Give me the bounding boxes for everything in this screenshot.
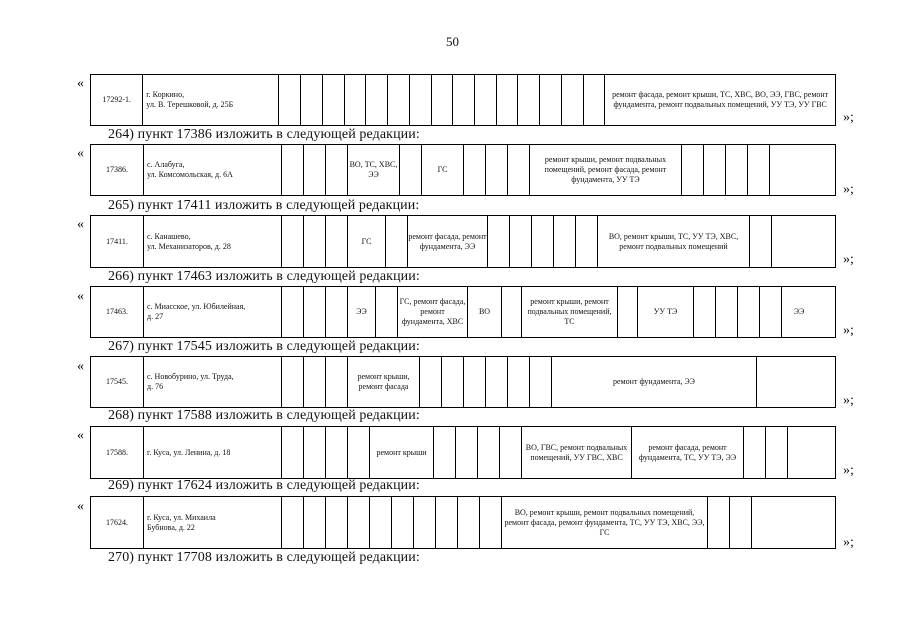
empty-cell xyxy=(502,287,522,337)
empty-cell xyxy=(442,357,464,407)
page-number: 50 xyxy=(446,34,459,49)
empty-cell xyxy=(304,427,326,478)
empty-cell xyxy=(738,287,760,337)
empty-cell xyxy=(400,145,422,195)
work-list: ВО xyxy=(468,287,502,337)
empty-cell xyxy=(326,287,348,337)
empty-cell xyxy=(757,357,779,407)
close-quote: »; xyxy=(843,535,854,550)
empty-cell xyxy=(304,216,326,267)
empty-cell xyxy=(772,216,794,267)
empty-cell xyxy=(530,357,552,407)
empty-cell xyxy=(744,427,766,478)
empty-cell xyxy=(766,427,788,478)
empty-cell xyxy=(388,75,410,125)
empty-cell xyxy=(726,145,748,195)
close-quote: »; xyxy=(843,110,854,125)
work-list: ремонт фасада, ремонт фундамента, ТС, УУ ТЭ, ЭЭ xyxy=(632,427,744,478)
table-row xyxy=(90,356,836,408)
table-row xyxy=(90,286,836,338)
amendment-heading: 264) пункт 17386 изложить в следующей редакции: xyxy=(108,127,420,142)
empty-cell xyxy=(576,216,598,267)
row-address: с. Канашево, ул. Механизаторов, д. 28 xyxy=(144,216,282,267)
empty-cell xyxy=(282,216,304,267)
row-address: г. Куса, ул. Михаила Бубнова, д. 22 xyxy=(144,497,282,548)
empty-cell xyxy=(562,75,584,125)
empty-cell xyxy=(508,145,530,195)
empty-cell xyxy=(301,75,323,125)
empty-cell xyxy=(478,427,500,478)
open-quote: « xyxy=(77,146,84,161)
empty-cell xyxy=(304,145,326,195)
row-number: 17463. xyxy=(91,287,144,337)
close-quote: »; xyxy=(843,252,854,267)
empty-cell xyxy=(532,216,554,267)
work-list: ремонт крыши, ремонт подвальных помещений, ремонт фасада, ремонт фундамента, УУ ТЭ xyxy=(530,145,682,195)
empty-cell xyxy=(475,75,497,125)
empty-cell xyxy=(370,497,392,548)
amendment-heading: 265) пункт 17411 изложить в следующей редакции: xyxy=(108,198,420,213)
empty-cell xyxy=(282,357,304,407)
empty-cell xyxy=(436,497,458,548)
empty-cell xyxy=(366,75,388,125)
empty-cell xyxy=(304,357,326,407)
row-number: 17588. xyxy=(91,427,144,478)
work-list: ремонт фундамента, ЭЭ xyxy=(552,357,757,407)
amendment-heading: 268) пункт 17588 изложить в следующей редакции: xyxy=(108,408,420,423)
open-quote: « xyxy=(77,359,84,374)
empty-cell xyxy=(486,145,508,195)
row-number: 17411. xyxy=(91,216,144,267)
empty-cell xyxy=(326,427,348,478)
work-list: ГС xyxy=(422,145,464,195)
empty-cell xyxy=(326,497,348,548)
close-quote: »; xyxy=(843,323,854,338)
empty-cell xyxy=(510,216,532,267)
empty-cell xyxy=(282,497,304,548)
empty-cell xyxy=(304,287,326,337)
empty-cell xyxy=(730,497,752,548)
work-list: ЭЭ xyxy=(793,307,805,316)
empty-cell xyxy=(464,145,486,195)
empty-cell xyxy=(480,497,502,548)
empty-cell xyxy=(488,216,510,267)
open-quote: « xyxy=(77,428,84,443)
table-row xyxy=(90,144,836,196)
work-list: ВО, ГВС, ремонт подвальных помещений, УУ ГВС, ХВС xyxy=(522,427,632,478)
empty-cell xyxy=(326,145,348,195)
row-number: 17292-1. xyxy=(91,75,143,125)
table-row xyxy=(90,496,836,549)
open-quote: « xyxy=(77,499,84,514)
row-address: с. Новобурино, ул. Труда, д. 76 xyxy=(144,357,282,407)
work-list: ЭЭ xyxy=(348,287,376,337)
close-quote: »; xyxy=(843,182,854,197)
empty-cell xyxy=(464,357,486,407)
empty-cell xyxy=(694,287,716,337)
empty-cell xyxy=(323,75,345,125)
table-row xyxy=(90,215,836,268)
amendment-heading: 266) пункт 17463 изложить в следующей редакции: xyxy=(108,269,420,284)
empty-cell xyxy=(414,497,436,548)
close-quote: »; xyxy=(843,393,854,408)
work-list: ВО, ремонт крыши, ТС, УУ ТЭ, ХВС, ремонт подвальных помещений xyxy=(598,216,750,267)
empty-cell xyxy=(392,497,414,548)
row-address: с. Миасское, ул. Юбилейная, д. 27 xyxy=(144,287,282,337)
row-number: 17545. xyxy=(91,357,144,407)
empty-cell xyxy=(704,145,726,195)
empty-cell xyxy=(748,145,770,195)
open-quote: « xyxy=(77,76,84,91)
empty-cell xyxy=(458,497,480,548)
row-address: г. Куса, ул. Ленина, д. 18 xyxy=(144,427,282,478)
empty-cell xyxy=(434,427,456,478)
empty-cell xyxy=(770,145,792,195)
close-quote: »; xyxy=(843,463,854,478)
open-quote: « xyxy=(77,289,84,304)
empty-cell xyxy=(554,216,576,267)
empty-cell xyxy=(497,75,519,125)
empty-cell xyxy=(518,75,540,125)
empty-cell xyxy=(420,357,442,407)
work-list: ремонт фасада, ремонт крыши, ТС, ХВС, ВО, ЭЭ, ГВС, ремонт фундамента, ремонт подвальных помещений, УУ ТЭ, УУ ГВС xyxy=(612,90,829,109)
empty-cell xyxy=(540,75,562,125)
empty-cell xyxy=(376,287,398,337)
empty-cell xyxy=(486,357,508,407)
empty-cell xyxy=(618,287,638,337)
row-address: г. Коркино, ул. В. Терешковой, д. 25Б xyxy=(143,75,279,125)
empty-cell xyxy=(432,75,454,125)
empty-cell xyxy=(326,357,348,407)
table-row xyxy=(90,74,836,126)
empty-cell xyxy=(500,427,522,478)
amendment-heading: 269) пункт 17624 изложить в следующей редакции: xyxy=(108,478,420,493)
empty-cell xyxy=(708,497,730,548)
work-list: ГС, ремонт фасада, ремонт фундамента, ХВС xyxy=(398,287,468,337)
empty-cell xyxy=(279,75,301,125)
work-list: ремонт крыши xyxy=(370,427,434,478)
empty-cell xyxy=(326,216,348,267)
work-list: ремонт фасада, ремонт фундамента, ЭЭ xyxy=(408,216,488,267)
empty-cell xyxy=(348,497,370,548)
work-list: ГС xyxy=(348,216,386,267)
empty-cell xyxy=(716,287,738,337)
table-row xyxy=(90,426,836,479)
amendment-heading: 270) пункт 17708 изложить в следующей редакции: xyxy=(108,550,420,565)
amendment-heading: 267) пункт 17545 изложить в следующей редакции: xyxy=(108,339,420,354)
empty-cell xyxy=(456,427,478,478)
empty-cell xyxy=(282,145,304,195)
empty-cell xyxy=(348,427,370,478)
empty-cell xyxy=(282,427,304,478)
empty-cell xyxy=(304,497,326,548)
open-quote: « xyxy=(77,217,84,232)
empty-cell xyxy=(410,75,432,125)
work-list: УУ ТЭ xyxy=(638,287,694,337)
empty-cell xyxy=(584,75,606,125)
empty-cell xyxy=(282,287,304,337)
empty-cell xyxy=(345,75,367,125)
empty-cell xyxy=(453,75,475,125)
empty-cell xyxy=(788,427,810,478)
empty-cell xyxy=(750,216,772,267)
work-list: ремонт крыши, ремонт подвальных помещений, ТС xyxy=(522,287,618,337)
empty-cell xyxy=(386,216,408,267)
row-number: 17386. xyxy=(91,145,144,195)
row-address: с. Алабуга, ул. Комсомольская, д. 6А xyxy=(144,145,282,195)
work-list: ВО, ТС, ХВС, ЭЭ xyxy=(348,145,400,195)
empty-cell xyxy=(508,357,530,407)
row-number: 17624. xyxy=(91,497,144,548)
empty-cell xyxy=(752,497,774,548)
work-list: ВО, ремонт крыши, ремонт подвальных помещений, ремонт фасада, ремонт фундамента, ТС, УУ ТЭ, ХВС, ЭЭ, ГС xyxy=(502,497,708,548)
work-list: ремонт крыши, ремонт фасада xyxy=(348,357,420,407)
empty-cell xyxy=(682,145,704,195)
empty-cell xyxy=(760,287,782,337)
